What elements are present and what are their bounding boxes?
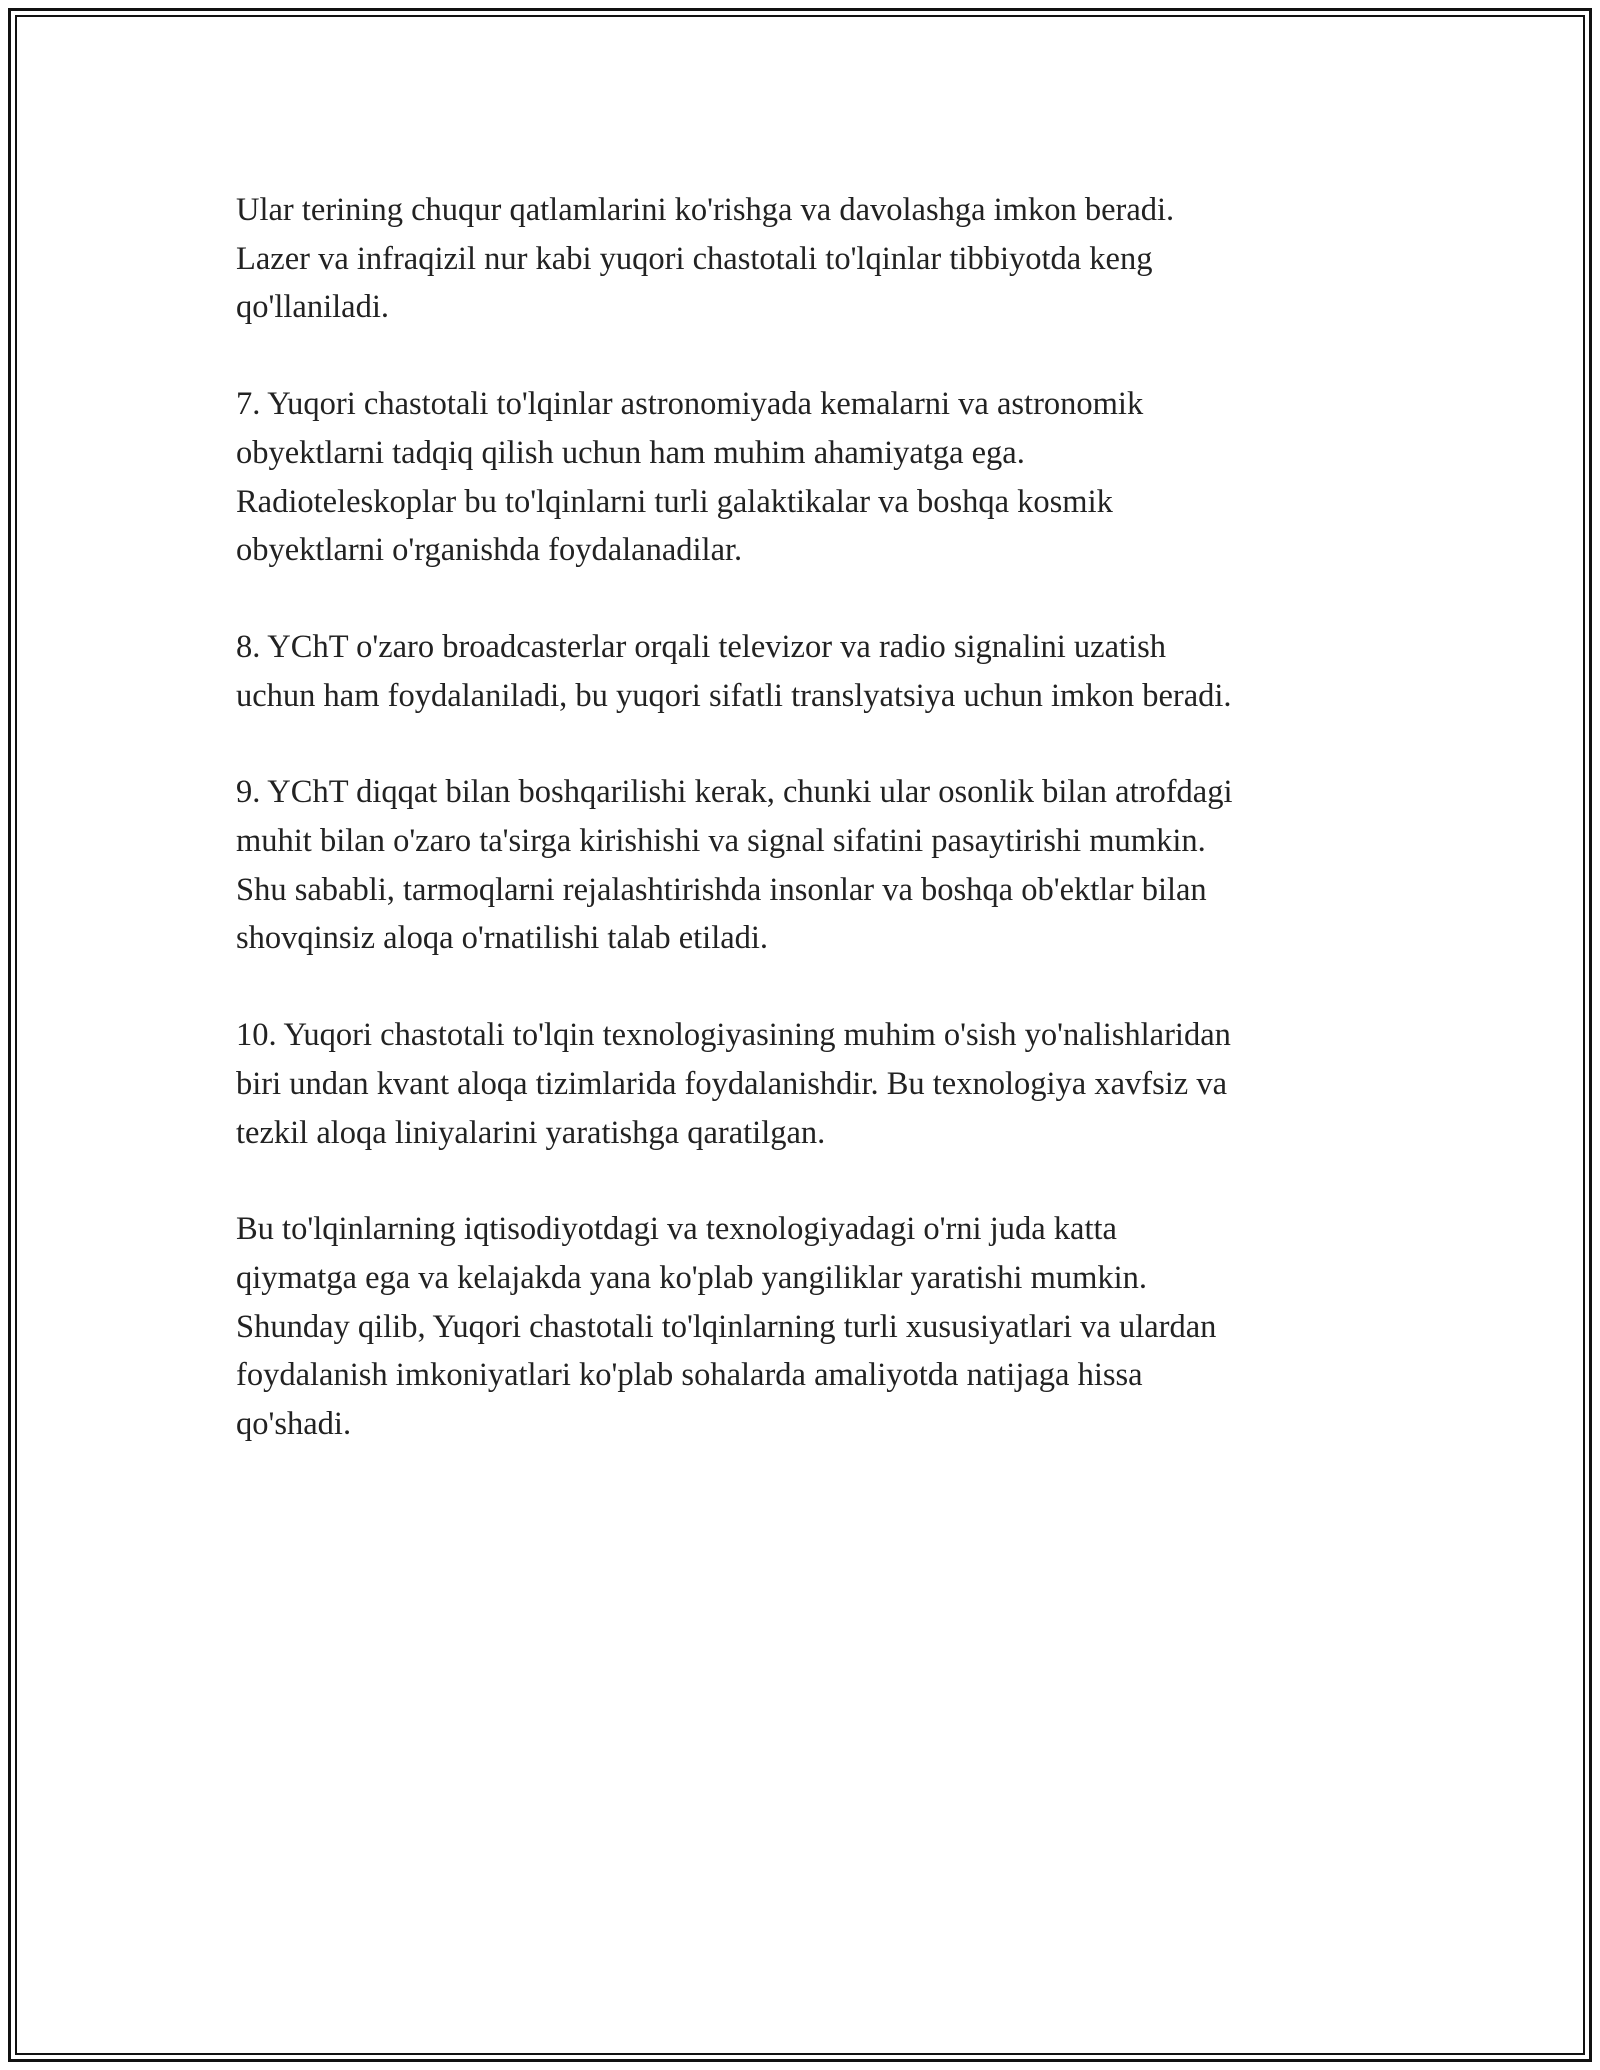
paragraph-conclusion: Bu to'lqinlarning iqtisodiyotdagi va texnologiyadagi o'rni juda katta qiymatga ega va kelajakda yana ko'plab yangiliklar yaratishi mumkin. Shunday qilib, Yuqori chastotali to'lqinlarning turli xususiyatlari va ulardan foydalanish imkoniyatlari ko'plab sohalarda amaliyotda natijaga hissa qo'shadi. bbox=[236, 1211, 1217, 1443]
paragraph-item-9: 9. YChT diqqat bilan boshqarilishi kerak, chunki ular osonlik bilan atrofdagi muhit bilan o'zaro ta'sirga kirishishi va signal sifatini pasaytirishi mumkin. Shu sababli, tarmoqlarni rejalashtirishda insonlar va boshqa ob'ektlar bilan shovqinsiz aloqa o'rnatilishi talab etiladi. bbox=[236, 774, 1233, 957]
document-body bbox=[236, 186, 1366, 1497]
paragraph-item-8: 8. YChT o'zaro broadcasterlar orqali televizor va radio signalini uzatish uchun ham foydalaniladi, bu yuqori sifatli translyatsiya uchun imkon beradi. bbox=[236, 628, 1232, 714]
paragraph-item-10: 10. Yuqori chastotali to'lqin texnologiyasining muhim o'sish yo'nalishlaridan biri undan kvant aloqa tizimlarida foydalanishdir. Bu texnologiya xavfsiz va tezkil aloqa liniyalarini yaratishga qaratilgan. bbox=[236, 1017, 1231, 1151]
paragraph-item-7: 7. Yuqori chastotali to'lqinlar astronomiyada kemalarni va astronomik obyektlarni tadqiq qilish uchun ham muhim ahamiyatga ega. Radioteleskoplar bu to'lqinlarni turli galaktikalar va boshqa kosmik obyektlarni o'rganishda foydalanadilar. bbox=[236, 386, 1144, 569]
paragraph-intro: Ular terining chuqur qatlamlarini ko'rishga va davolashga imkon beradi. Lazer va infraqizil nur kabi yuqori chastotali to'lqinlar tibbiyotda keng qo'llaniladi. bbox=[236, 192, 1175, 326]
